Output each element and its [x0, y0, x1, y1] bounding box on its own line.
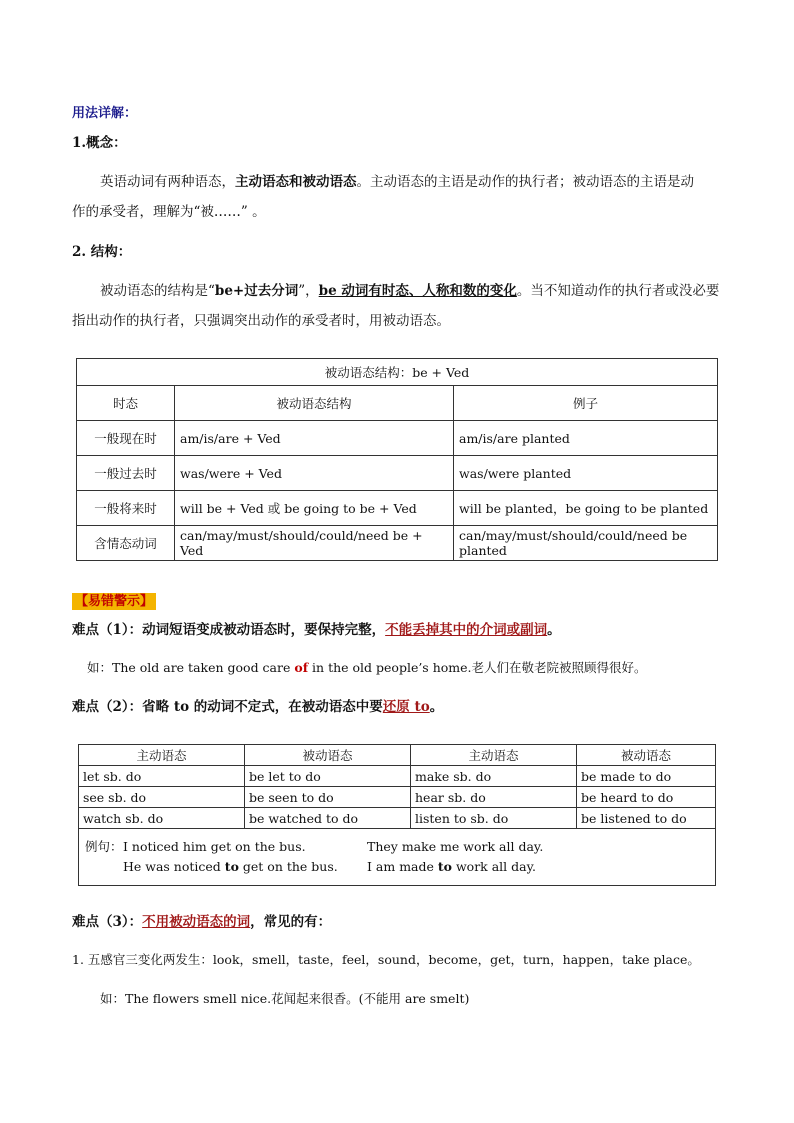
table-cell: be seen to do	[245, 787, 411, 808]
list-item-1: 1. 五感官三变化两发生：look，smell，taste，feel，sound，become，get，turn，happen，take place。	[72, 952, 700, 967]
section1-paragraph	[72, 171, 732, 223]
header-active: 主动语态	[79, 745, 245, 766]
table-row	[79, 787, 716, 808]
table-cell: be watched to do	[245, 808, 411, 829]
example2-passive-to: to	[437, 859, 452, 874]
passive-structure-table	[76, 358, 718, 561]
difficulty2-label: 难点（2）：省略 to 的动词不定式，在被动语态中要	[72, 699, 383, 715]
difficulty1	[72, 619, 561, 641]
p2-text-underlined: be 动词有时态、人称和数的变化	[318, 283, 517, 299]
table-cell: will be planted，be going to be planted	[454, 491, 718, 526]
p2-text-c: ”，	[298, 283, 319, 299]
table-header-row	[77, 386, 718, 421]
p1-line2: 作的承受者，理解为“被……” 。	[72, 204, 266, 220]
table-cell: 含情态动词	[77, 526, 175, 561]
example1-passive-to: to	[224, 859, 239, 874]
difficulty2-highlight: 还原 to	[382, 699, 430, 715]
example-cell	[79, 829, 716, 886]
table-title: 被动语态结构：be + Ved	[77, 359, 718, 386]
table-row	[79, 766, 716, 787]
table-row	[77, 421, 718, 456]
example2-active: They make me work all day.	[367, 839, 544, 854]
difficulty1-label: 难点（1）：动词短语变成被动语态时，要保持完整，	[72, 622, 386, 638]
example1-passive	[123, 857, 338, 877]
table-cell: will be + Ved 或 be going to be + Ved	[175, 491, 454, 526]
table-cell: 一般过去时	[77, 456, 175, 491]
table-row	[77, 456, 718, 491]
example2-passive-c: work all day.	[452, 859, 536, 874]
section2-paragraph	[72, 280, 732, 332]
example-label: 例句：	[85, 839, 123, 854]
table-cell: was/were planted	[454, 456, 718, 491]
difficulty3-highlight: 不用被动语态的词	[142, 914, 251, 930]
difficulty3-label-a: 难点（3）：	[72, 914, 143, 930]
table-cell: hear sb. do	[411, 787, 577, 808]
table-title-row	[77, 359, 718, 386]
difficulty2-end: 。	[429, 699, 444, 715]
p2-line2: 指出动作的执行者，只强调突出动作的承受者时，用被动语态。	[72, 313, 450, 329]
table-cell: am/is/are + Ved	[175, 421, 454, 456]
p1-text-bold: 主动语态和被动语态	[235, 174, 357, 190]
difficulty2	[72, 696, 443, 718]
table-cell: let sb. do	[79, 766, 245, 787]
example1-passive-a: He was noticed	[123, 859, 225, 874]
infinitive-table	[78, 744, 716, 886]
example-row	[79, 829, 716, 886]
example1-suffix: in the old people’s home.老人们在敬老院被照顾得很好。	[308, 660, 647, 675]
table-cell: 一般现在时	[77, 421, 175, 456]
example1-active: I noticed him get on the bus.	[123, 839, 306, 854]
table-cell: be heard to do	[577, 787, 716, 808]
example1-passive-c: get on the bus.	[238, 859, 338, 874]
table-cell: am/is/are planted	[454, 421, 718, 456]
table-cell: be listened to do	[577, 808, 716, 829]
p1-text-c: 。主动语态的主语是动作的执行者；被动语态的主语是动	[356, 174, 694, 190]
header-structure: 被动语态结构	[175, 386, 454, 421]
difficulty3	[72, 911, 331, 933]
table-cell: can/may/must/should/could/need be + Ved	[175, 526, 454, 561]
table-row	[77, 491, 718, 526]
header-example: 例子	[454, 386, 718, 421]
warning-tag-label: 【易错警示】	[72, 593, 156, 610]
table-cell: listen to sb. do	[411, 808, 577, 829]
table2-header-row	[79, 745, 716, 766]
table-cell: 一般将来时	[77, 491, 175, 526]
difficulty1-highlight: 不能丢掉其中的介词或副词	[385, 622, 548, 638]
usage-heading: 用法详解：	[72, 106, 138, 121]
table-cell: watch sb. do	[79, 808, 245, 829]
header-passive: 被动语态	[577, 745, 716, 766]
section1-title: 1.概念：	[72, 135, 127, 151]
header-passive: 被动语态	[245, 745, 411, 766]
table-cell: can/may/must/should/could/need be planted	[454, 526, 718, 561]
table-cell: be let to do	[245, 766, 411, 787]
difficulty1-end: 。	[547, 622, 561, 638]
header-active: 主动语态	[411, 745, 577, 766]
example1-preposition: of	[294, 660, 309, 675]
header-tense: 时态	[77, 386, 175, 421]
p2-text-e: 。当不知道动作的执行者或没必要	[516, 283, 720, 299]
section2-title: 2. 结构：	[72, 244, 132, 260]
table-cell: be made to do	[577, 766, 716, 787]
warning-tag	[72, 590, 156, 609]
list-item-1-example: 如：The flowers smell nice.花闻起来很香。(不能用 are smelt)	[100, 991, 470, 1006]
table-cell: was/were + Ved	[175, 456, 454, 491]
table-row	[79, 808, 716, 829]
p1-text-a: 英语动词有两种语态，	[100, 174, 235, 190]
table-cell: make sb. do	[411, 766, 577, 787]
table-row	[77, 526, 718, 561]
p2-text-bold: be+过去分词	[214, 283, 299, 299]
example2-passive-a: I am made	[367, 859, 438, 874]
p2-text-a: 被动语态的结构是“	[100, 283, 215, 299]
difficulty3-label-c: ，常见的有：	[250, 914, 332, 930]
difficulty1-example	[87, 657, 647, 679]
example1-prefix: 如：The old are taken good care	[87, 660, 295, 675]
table-cell: see sb. do	[79, 787, 245, 808]
example2-passive	[367, 857, 536, 877]
